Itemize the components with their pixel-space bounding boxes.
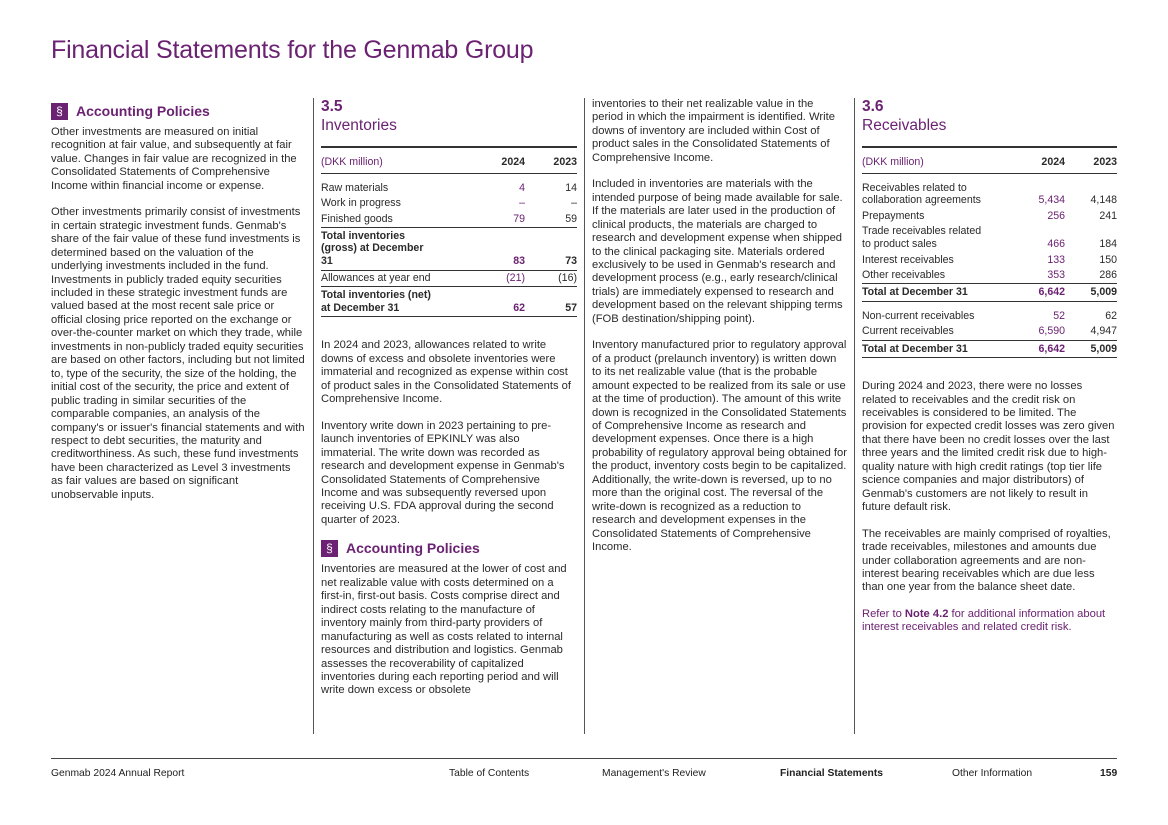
table-row <box>862 252 1117 268</box>
value-2024: 256 <box>1047 209 1065 222</box>
value-2024: 62 <box>473 287 525 317</box>
accounting-policies-heading <box>321 540 577 557</box>
value-2024: 5,434 <box>1038 194 1065 207</box>
row-label: Receivables related to collaboration agreements <box>862 181 981 207</box>
table-row <box>321 173 577 196</box>
table-row <box>862 301 1117 324</box>
row-label: Other receivables <box>862 269 946 282</box>
column-divider <box>584 98 585 734</box>
value-2023: 150 <box>1099 253 1117 266</box>
paragraph: Other investments are measured on initial recognition at fair value, and subsequently at fair value. Changes in fair value are recognized in the Consolidated Statements of Comprehensive Income within financial income or expense. <box>51 126 297 192</box>
receivables-section <box>862 98 1117 648</box>
refer-suffix: for additional information about interest receivables and related credit risk. <box>862 607 1106 634</box>
total-row <box>862 284 1117 302</box>
note-4-2-link[interactable]: Note 4.2 <box>904 607 949 620</box>
value-2024: 4 <box>519 181 525 194</box>
paragraph: Inventory write down in 2023 pertaining to pre-launch inventories of EPKINLY was also immaterial. The write down was recorded as research and development expense in Genmab's Consolidated Statements of Comprehensive Income and was subsequently reversed upon receiving U.S. FDA approval during the second quarter of 2023. <box>321 419 565 526</box>
row-label: Finished goods <box>321 212 393 225</box>
row-label: Total inventories (net) at December 31 <box>321 287 473 317</box>
inventories-continued-column <box>592 98 847 568</box>
page-number: 159 <box>1100 768 1118 779</box>
paragraph: The receivables are mainly comprised of royalties, trade receivables, milestones and amounts due under collaboration agreements and are non-interest bearing receivables which are due less than one year from the balance sheet date. <box>862 527 1111 594</box>
value-2024: 79 <box>513 212 525 225</box>
row-label: Prepayments <box>862 209 925 222</box>
value-2023: 4,148 <box>1090 194 1117 207</box>
paragraph: Inventories are measured at the lower of cost and net realizable value with costs determined on a first-in, first-out basis. Costs comprise direct and indirect costs relating to the manufacture of inventory mainly from third-party providers of manufacturing as well as costs related to internal resources and distribution and logistics. Genmab assesses the recoverability of capitalized inventories during each reporting period and will write down excess or obsolete <box>321 563 567 697</box>
value-2024: 353 <box>1047 269 1065 282</box>
page-title: Financial Statements for the Genmab Group <box>51 36 534 64</box>
footer-report-title: Genmab 2024 Annual Report <box>51 768 185 779</box>
total-row <box>862 340 1117 358</box>
year-2024-header: 2024 <box>473 147 525 173</box>
value-2023: 59 <box>565 212 577 225</box>
value-2023: 73 <box>525 227 577 270</box>
row-label: Total at December 31 <box>862 284 1013 302</box>
inventories-table <box>321 146 577 317</box>
section-number: 3.6 <box>862 98 884 115</box>
table-row <box>321 196 577 212</box>
paragraph: In 2024 and 2023, allowances related to write downs of excess and obsolete inventories were immaterial and recognized as expense within cost of product sales in the Consolidated Statements of Comprehensive Income. <box>321 339 572 406</box>
value-2024: 6,642 <box>1013 340 1065 358</box>
table-header-row <box>862 147 1117 173</box>
value-2023: 62 <box>1105 309 1117 322</box>
inventories-section <box>321 98 577 711</box>
column-divider <box>313 98 314 734</box>
row-label: Trade receivables related to product sales <box>862 225 982 250</box>
paragraph: Inventory manufactured prior to regulatory approval of a product (prelaunch inventory) is written down to its net realizable value (that is the probable amount expected to be realized from its sale or use at the time of production). The amount of this write down is recognized in the Consolidated Statements of Comprehensive Income as research and development expenses. Once there is a high probability of regulatory approval being obtained for the product, inventory costs begin to be capitalized. Additionally, the write-down is reversed, up to no more than the original cost. The reversal of the write-down is recognized as a reduction to research and development expenses in the Consolidated Statements of Comprehensive Income. <box>592 339 847 554</box>
value-2023: (16) <box>525 270 577 287</box>
value-2023: 286 <box>1099 269 1117 282</box>
row-label: Total inventories (gross) at December 31 <box>321 227 473 270</box>
year-2023-header: 2023 <box>1065 147 1117 173</box>
row-label: Total at December 31 <box>862 340 1013 358</box>
row-label: Current receivables <box>862 325 954 338</box>
total-row <box>321 227 577 270</box>
receivables-table <box>862 146 1117 358</box>
table-row <box>862 324 1117 340</box>
paragraph: Other investments primarily consist of investments in certain strategic investment funds. Genmab's share of the fair value of these fund investments is determined based on the valuation of the underlying investments included in the fund. Investments in publicly traded equity securities included in these strategic investment funds are valued based at the most recent sale price or official closing price reported on the exchange or over-the-counter market on which they trade, while investments in non-publicly traded equity securities are based on other factors, including but not limited to, type of the security, the size of the holding, the initial cost of the security, the price and extent of public trading in similar securities of the comparable companies, an analysis of the company's or issuer's financial statements and with respect to debt securities, the maturity and creditworthiness. As such, these fund investments have been characterized as Level 3 investments as fair values are based on significant unobservable inputs. <box>51 206 305 501</box>
table-row <box>862 268 1117 284</box>
section-number: 3.5 <box>321 98 343 115</box>
unit-label: (DKK million) <box>321 147 473 173</box>
paragraph: During 2024 and 2023, there were no losses related to receivables and the credit risk on receivables is considered to be limited. The provision for expected credit losses was zero given that there have been no credit losses over the last three years and the limited credit risk due to high-quality nature with high credit ratings (top tier life science companies and major distributors) of Genmab's customers are not likely to result in future default risk. <box>862 380 1115 514</box>
row-label: Allowances at year end <box>321 270 473 287</box>
table-row <box>862 208 1117 224</box>
table-row <box>862 173 1117 208</box>
value-2023: 184 <box>1099 237 1117 250</box>
value-2024: 83 <box>473 227 525 270</box>
paragraph: Included in inventories are materials with the intended purpose of being made available for sale. If the materials are later used in the production of clinical products, the materials are charged to research and development expense when shipped to the clinical packaging site. Materials ordered exclusively to be used in Genmab's research and development process (e.g., early research/clinical trials) are immediately expensed to research and development based on the relevant shipping terms (FOB destination/shipping point). <box>592 178 843 325</box>
accounting-policies-heading <box>51 103 305 120</box>
refer-prefix: Refer to <box>862 607 905 620</box>
footer-divider <box>51 758 1117 759</box>
value-2024: 52 <box>1053 309 1065 322</box>
section-title: Receivables <box>862 117 947 134</box>
value-2023: 5,009 <box>1065 340 1117 358</box>
value-2023: 5,009 <box>1065 284 1117 302</box>
value-2023: – <box>571 197 577 210</box>
section-sign-icon: § <box>51 103 68 120</box>
table-header-row <box>321 147 577 173</box>
accounting-policies-title: Accounting Policies <box>346 540 480 557</box>
row-label: Non-current receivables <box>862 309 975 322</box>
value-2023: 4,947 <box>1090 325 1117 338</box>
table-row <box>321 270 577 287</box>
row-label: Raw materials <box>321 181 389 194</box>
footer-link-financial-statements[interactable]: Financial Statements <box>780 768 883 779</box>
unit-label: (DKK million) <box>862 147 1013 173</box>
footer-link-managements-review[interactable]: Management's Review <box>602 768 706 779</box>
accounting-policies-column <box>51 98 305 515</box>
value-2023: 57 <box>525 287 577 317</box>
value-2024: 6,642 <box>1013 284 1065 302</box>
accounting-policies-title: Accounting Policies <box>76 102 210 119</box>
value-2024: 466 <box>1047 237 1065 250</box>
value-2024: – <box>519 197 525 210</box>
value-2024: (21) <box>473 270 525 287</box>
table-row <box>862 224 1117 252</box>
row-label: Interest receivables <box>862 253 954 266</box>
value-2023: 241 <box>1099 209 1117 222</box>
column-divider <box>854 98 855 734</box>
section-sign-icon: § <box>321 540 338 557</box>
table-row <box>321 211 577 227</box>
value-2023: 14 <box>565 181 577 194</box>
footer-link-other-information[interactable]: Other Information <box>952 768 1033 779</box>
section-title: Inventories <box>321 117 397 134</box>
year-2023-header: 2023 <box>525 147 577 173</box>
row-label: Work in progress <box>321 197 401 210</box>
total-row <box>321 287 577 317</box>
footer-link-table-of-contents[interactable]: Table of Contents <box>449 768 530 779</box>
note-reference <box>862 608 1117 635</box>
year-2024-header: 2024 <box>1013 147 1065 173</box>
value-2024: 133 <box>1047 253 1065 266</box>
value-2024: 6,590 <box>1038 325 1065 338</box>
paragraph: inventories to their net realizable value in the period in which the impairment is identified. Write downs of inventory are included within Cost of product sales in the Consolidated Statements of Comprehensive Income. <box>592 98 835 164</box>
